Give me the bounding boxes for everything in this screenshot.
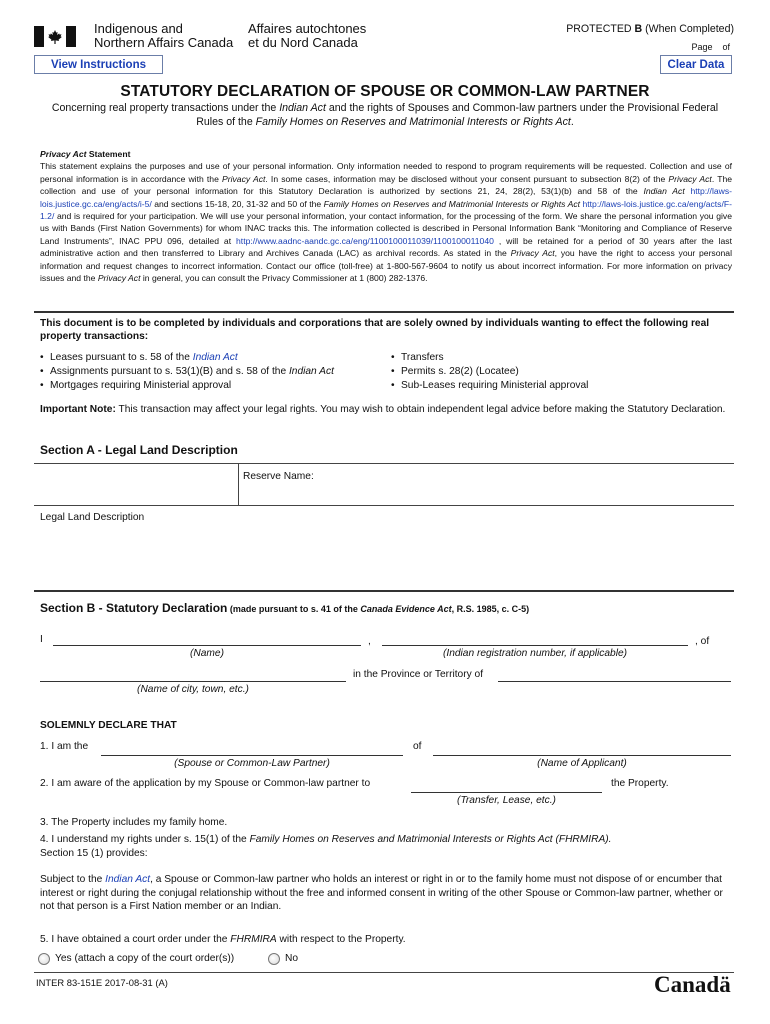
i-label: I bbox=[40, 634, 43, 645]
fhrmira-link[interactable]: http://laws-lois.justice.gc.ca/eng/acts/F-1.2/ bbox=[40, 198, 732, 222]
page-title: STATUTORY DECLARATION OF SPOUSE OR COMMON-LAW PARTNER bbox=[120, 83, 650, 100]
department-name-en bbox=[94, 22, 233, 50]
item1-label: 1. I am the bbox=[40, 741, 89, 752]
dept-en-line2: Northern Affairs Canada bbox=[94, 35, 234, 50]
of-label-2: of bbox=[413, 741, 422, 752]
spouse-caption: (Spouse or Common-Law Partner) bbox=[174, 758, 330, 769]
divider bbox=[34, 311, 734, 313]
divider bbox=[34, 972, 734, 973]
privacy-body: This statement explains the purposes and use of your personal information. Only information needed to respond to program requirements will be requested. Collection and use of personal information is in accordance with the Privacy Act. In some cases, information may be disclosed without your consent pursuant to subsection 8(2) of the Privacy Act. The collection and use of your personal information for this Statutory Declaration is authorized by sections 21, 24, 28(2), 53(1)(b) and 58 of the Indian Act http://laws-lois.justice.gc.ca/eng/acts/i-5/ and sections 15-18, 20, 31-32 and 50 of the Family Homes on Reserves and Matrimonial Interests or Rights Act http://laws-lois.justice.gc.ca/eng/acts/F-1.2/ and is required for your participation. We will use your personal information, your contact information, for the processing of the form. We share the personal information you give us with Bands (First Nation Governments) for whom INAC tracks this. The information collected is described in Personal Information Bank “Monitoring and Compliance of Reserve Land Instruments”, INAC PPU 096, detailed at http://www.aadnc-aandc.gc.ca/eng/1100100011039/1100100011040 , will be retained for a period of 30 years after the last administrative action and then transferred to Library and Archives Canada (LAC) as archival records. As stated in the Privacy Act, you have the right to access your personal information and request changes to incorrect information. Contact our office (toll-free) at 1-800-567-9604 to notify us about incorrect information. For more information on privacy issues and the Privacy Act in general, you can consult the Privacy Commissioner at 1 (800) 282-1376. bbox=[40, 161, 733, 284]
dept-fr-line1: Affaires autochtones bbox=[248, 21, 367, 36]
province-label: in the Province or Territory of bbox=[353, 669, 484, 680]
transfer-caption: (Transfer, Lease, etc.) bbox=[457, 795, 556, 806]
indian-act-link-2[interactable]: Indian Act bbox=[192, 352, 238, 363]
section15-quote: Subject to the Indian Act, a Spouse or Common-law partner who holds an interest or right in or to the family home must not dispose of or encumber that interest or right during the conjugal relationship without the free and informed consent in writing of the other Spouse or Common-law partner, whether or not that person is a First Nation member or an Indian. bbox=[40, 874, 723, 912]
radio-yes-label: Yes (attach a copy of the court order(s)) bbox=[55, 953, 235, 964]
page-subtitle: Concerning real property transactions under the Indian Act and the rights of Spouses and Common-law partners under the Provisional Federal Rules of the Family Homes on Reserves and Matrimonial Interests or Rights Act. bbox=[51, 102, 719, 128]
bullets-left bbox=[40, 351, 390, 393]
applicant-input[interactable] bbox=[433, 755, 731, 756]
scope-text: This document is to be completed by individuals and corporations that are solely owned by individuals wanting to effect the following real property transactions: bbox=[40, 318, 710, 342]
radio-circle-icon[interactable] bbox=[38, 953, 50, 965]
solemnly-declare-heading: SOLEMNLY DECLARE THAT bbox=[40, 720, 177, 731]
item4-text: 4. I understand my rights under s. 15(1) of the Family Homes on Reserves and Matrimonial Interests or Rights Act (FHRMIRA). Section 15 (1) provides: bbox=[40, 834, 612, 859]
transaction-type-input[interactable] bbox=[411, 792, 602, 793]
dept-en-line1: Indigenous and bbox=[94, 21, 183, 36]
legal-land-input[interactable] bbox=[40, 526, 730, 586]
comma-label: , bbox=[368, 636, 371, 647]
bullet-transfers: • Transfers bbox=[391, 351, 731, 365]
divider bbox=[34, 590, 734, 592]
divider bbox=[34, 463, 734, 464]
page-of-label: Page of bbox=[691, 42, 730, 52]
reserve-name-label: Reserve Name: bbox=[243, 471, 314, 482]
department-name-fr bbox=[248, 22, 366, 50]
bullet-leases: • Leases pursuant to s. 58 of the Indian Act bbox=[40, 351, 390, 365]
name-input[interactable] bbox=[53, 645, 361, 646]
registration-caption: (Indian registration number, if applicable) bbox=[442, 648, 628, 659]
radio-yes[interactable] bbox=[38, 952, 234, 966]
important-note: Important Note: This transaction may affect your legal rights. You may wish to obtain independent legal advice before making the Statutory Declaration. bbox=[40, 404, 726, 415]
legal-land-label: Legal Land Description bbox=[40, 512, 145, 523]
bullet-permits: • Permits s. 28(2) (Locatee) bbox=[391, 365, 731, 379]
canada-flag-icon bbox=[34, 26, 76, 47]
radio-no-label: No bbox=[285, 953, 299, 964]
spouse-input[interactable] bbox=[101, 755, 403, 756]
indian-act-link[interactable]: http://laws-lois.justice.gc.ca/eng/acts/i-5/ bbox=[40, 186, 733, 209]
divider bbox=[34, 505, 734, 506]
bullet-subleases: • Sub-Leases requiring Ministerial approval bbox=[391, 379, 731, 393]
bullets-right bbox=[391, 351, 731, 393]
province-input[interactable] bbox=[498, 681, 731, 682]
city-input[interactable] bbox=[40, 681, 346, 682]
section-a-title: Section A - Legal Land Description bbox=[40, 443, 238, 457]
registration-number-input[interactable] bbox=[382, 645, 688, 646]
form-id: INTER 83-151E 2017-08-31 (A) bbox=[36, 977, 168, 988]
city-caption: (Name of city, town, etc.) bbox=[137, 684, 249, 695]
clear-data-button[interactable]: Clear Data bbox=[660, 55, 732, 74]
bullet-assignments: • Assignments pursuant to s. 53(1)(B) and s. 58 of the Indian Act bbox=[40, 365, 390, 379]
reserve-name-input[interactable] bbox=[320, 466, 730, 500]
maple-leaf-icon bbox=[47, 29, 63, 45]
applicant-caption: (Name of Applicant) bbox=[537, 758, 627, 769]
section-b-title: Section B - Statutory Declaration (made pursuant to s. 41 of the Canada Evidence Act, R.S. 1985, c. C-5) bbox=[40, 601, 530, 615]
radio-circle-icon[interactable] bbox=[268, 953, 280, 965]
protected-label: PROTECTED B (When Completed) bbox=[566, 23, 734, 35]
the-property-label: the Property. bbox=[611, 778, 669, 789]
of-label: , of bbox=[695, 636, 710, 647]
ppu-link[interactable]: http://www.aadnc-aandc.gc.ca/eng/1100100011039/1100100011040 bbox=[236, 235, 494, 246]
item3-text: 3. The Property includes my family home. bbox=[40, 817, 228, 828]
privacy-heading: Privacy Act Statement bbox=[40, 149, 131, 159]
canada-wordmark: Canadä bbox=[654, 972, 731, 997]
view-instructions-button[interactable]: View Instructions bbox=[34, 55, 163, 74]
name-caption: (Name) bbox=[190, 648, 224, 659]
item5-text: 5. I have obtained a court order under the FHRMIRA with respect to the Property. bbox=[40, 934, 406, 945]
divider bbox=[238, 463, 239, 505]
privacy-statement bbox=[40, 148, 732, 284]
radio-no[interactable] bbox=[268, 952, 298, 966]
dept-fr-line2: et du Nord Canada bbox=[248, 35, 358, 50]
indian-act-link-3[interactable]: Indian Act bbox=[105, 874, 151, 885]
item2-label: 2. I am aware of the application by my Spouse or Common-law partner to bbox=[40, 778, 371, 789]
bullet-mortgages: • Mortgages requiring Ministerial approval bbox=[40, 379, 390, 393]
